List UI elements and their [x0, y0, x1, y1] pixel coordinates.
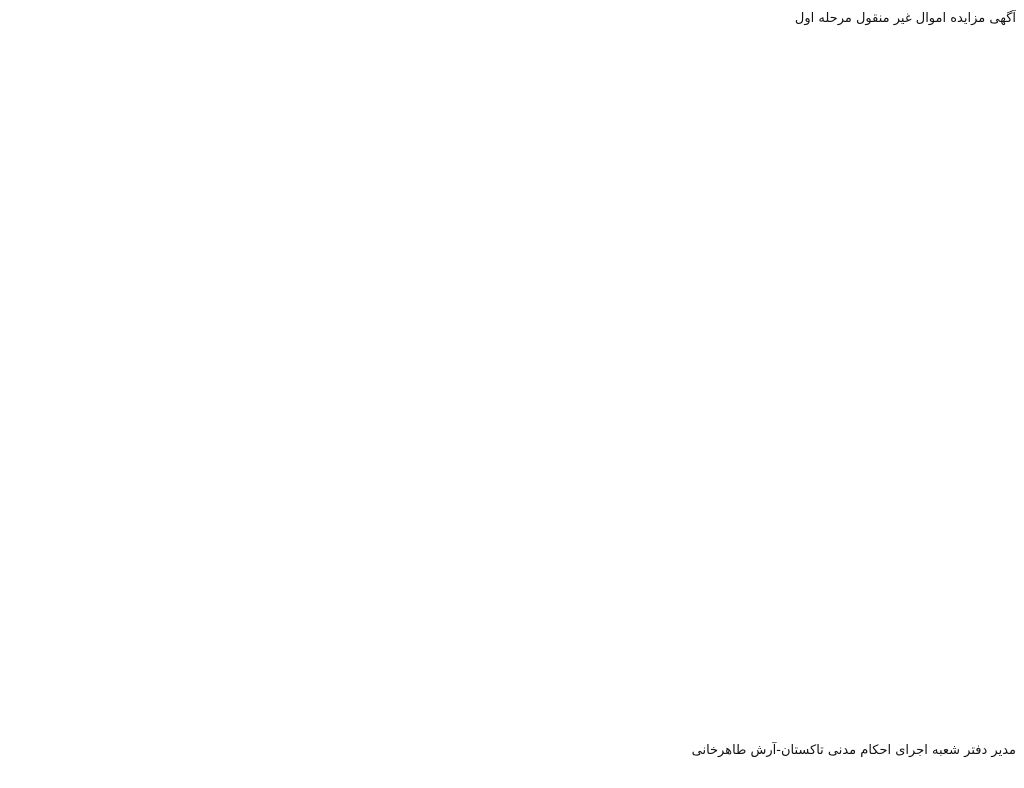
signature-line: مدیر دفتر شعبه اجرای احکام مدنی تاکستان-آرش طاهرخانی: [691, 743, 1016, 758]
document-title: آگهی مزایده اموال غیر منقول مرحله اول: [794, 11, 1016, 26]
